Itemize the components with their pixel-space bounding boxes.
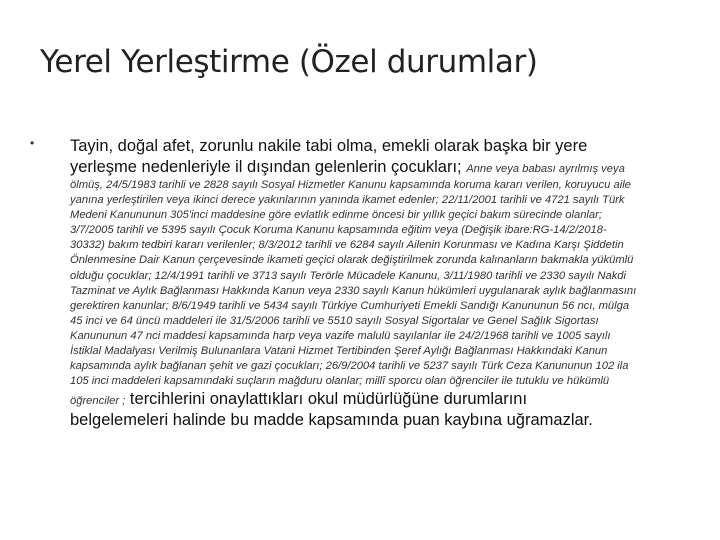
- small-line: kapsamında aylık bağlanan şehit ve gazi çocukları; 26/9/2004 tarihli ve 5237 sayılı Türk Ceza Kanununun 102 ila: [70, 360, 629, 373]
- small-line: 105 inci maddeleri kapsamındaki suçların mağduru olanlar; millî sporcu olan öğrenciler ile tutuklu ve hükümlü: [70, 375, 610, 388]
- small-line: İstiklal Madalyası Verilmiş Bulunanlara Vatani Hizmet Tertibinden Şeref Aylığı Bağlanması Hakkındaki Kanun: [70, 345, 608, 358]
- body-line-2-small: Anne veya babası ayrılmış veya: [466, 163, 625, 175]
- bullet-dot: •: [30, 136, 35, 150]
- tail-line-1: [70, 389, 682, 410]
- small-line: ölmüş, 24/5/1983 tarihli ve 2828 sayılı Sosyal Hizmetler Kanunu kapsamında koruma kararı verilen, koruyucu aile: [70, 179, 631, 191]
- tail-small: öğrenciler ;: [70, 395, 126, 408]
- tail-line-2: belgelemeleri halinde bu madde kapsamında puan kaybına uğramazlar.: [70, 411, 593, 430]
- small-line: Medeni Kanununun 305'inci maddesine göre evlatlık edinme öncesi bir yıllık geçici bakım sürecinde olanlar;: [70, 209, 602, 222]
- small-line: Kanununun 47 nci maddesi kapsamında harp veya vazife malulü sayılanlar ile 24/2/1968 tarihli ve 1005 sayılı: [70, 329, 611, 342]
- bullet-body: [70, 136, 682, 431]
- slide-title: Yerel Yerleştirme (Özel durumlar): [40, 44, 538, 80]
- small-line: 30332) bakım tedbiri kararı verilenler; 8/3/2012 tarihli ve 6284 sayılı Ailenin Korunması ve Kadına Karşı Şiddetin: [70, 239, 624, 252]
- small-line: 45 inci ve 64 üncü maddeleri ile 31/5/2006 tarihli ve 5510 sayılı Sosyal Sigortalar ve Genel Sağlık Sigortası: [70, 314, 599, 327]
- body-line-1: Tayin, doğal afet, zorunlu nakile tabi olma, emekli olarak başka bir yere: [70, 137, 588, 155]
- small-line: Önlenmesine Dair Kanun çerçevesinde ikameti geçici olarak değiştirilmek zorunda kalınanların bakmakla yükümlü: [70, 254, 634, 267]
- small-line: 3/7/2005 tarihli ve 5395 sayılı Çocuk Koruma Kanunu kapsamında eğitim veya (Değişik ibare:RG-14/2/2018-: [70, 224, 607, 237]
- small-line: yanına yerleştirilen veya ikinci derece yakınlarının yanında ikamet edenler; 22/11/2001 tarihli ve 4721 sayılı Türk: [70, 194, 625, 207]
- body-line-2: [70, 157, 682, 178]
- tail-text-1: tercihlerini onaylattıkları okul müdürlüğüne durumlarını: [125, 390, 528, 409]
- body-line-2-text: yerleşme nedenleriyle il dışından gelenlerin çocukları;: [70, 158, 467, 176]
- small-line: gerektiren kanunlar; 8/6/1949 tarihli ve 5434 sayılı Türkiye Cumhuriyeti Emekli Sandığı Kanununun 56 ncı, mülga: [70, 299, 630, 312]
- small-line: olduğu çocuklar; 12/4/1991 tarihli ve 3713 sayılı Terörle Mücadele Kanunu, 3/11/1980 tarihli ve 2330 sayılı Nakdi: [70, 269, 626, 282]
- small-line: Tazminat ve Aylık Bağlanması Hakkında Kanun veya 2330 sayılı Kanun hükümleri uygulanarak aylık bağlanmasını: [70, 284, 637, 297]
